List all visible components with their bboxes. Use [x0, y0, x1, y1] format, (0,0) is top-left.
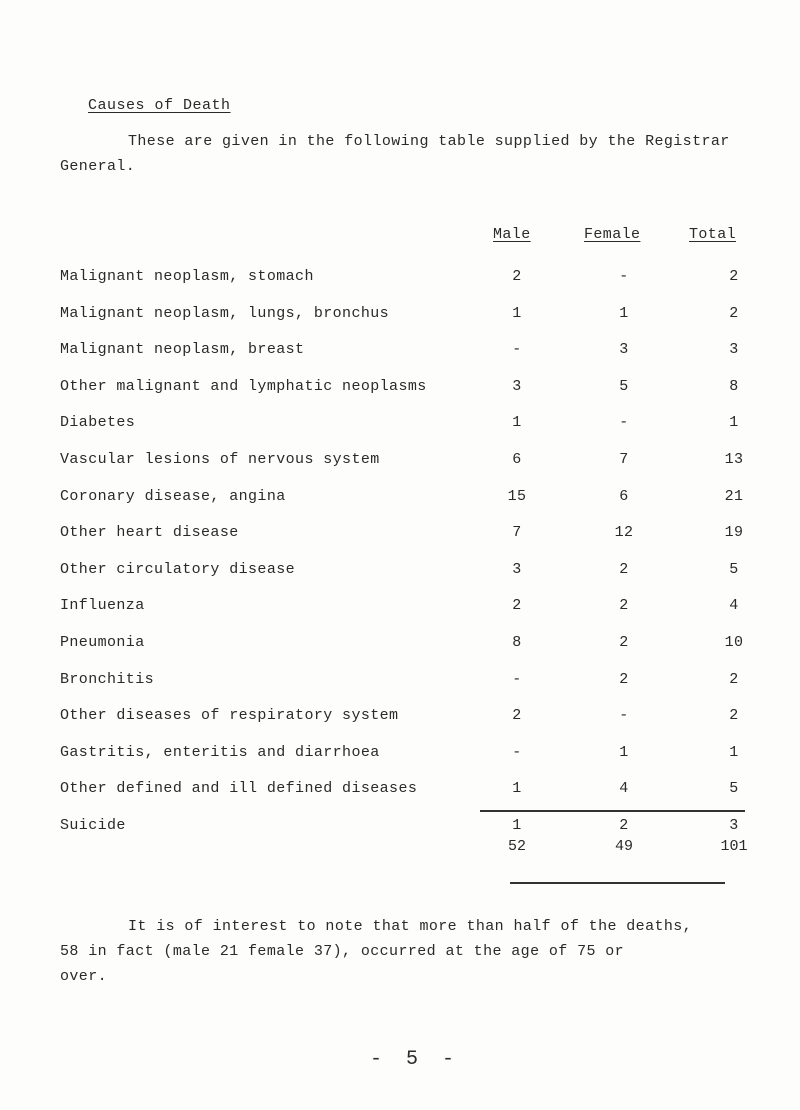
table-row [60, 707, 780, 731]
male-count: 6 [512, 451, 522, 468]
male-count: 1 [512, 817, 522, 834]
total-count: 3 [729, 817, 739, 834]
intro-line-1: These are given in the following table supplied by the Registrar [128, 133, 730, 150]
table-row [60, 268, 780, 292]
female-count: - [619, 414, 629, 431]
total-count: 2 [729, 305, 739, 322]
table-row [60, 341, 780, 365]
male-count: - [512, 744, 522, 761]
female-count: 2 [619, 671, 629, 688]
cause-label: Diabetes [60, 414, 136, 431]
total-female: 49 [614, 838, 633, 855]
total-all: 101 [720, 838, 748, 855]
female-count: 2 [619, 597, 629, 614]
total-count: 2 [729, 268, 739, 285]
intro-line-2: General. [60, 158, 136, 175]
page-title: Causes of Death [88, 97, 231, 114]
total-count: 1 [729, 414, 739, 431]
total-count: 3 [729, 341, 739, 358]
total-count: 8 [729, 378, 739, 395]
female-count: 1 [619, 744, 629, 761]
female-count: 2 [619, 561, 629, 578]
cause-label: Bronchitis [60, 671, 155, 688]
female-count: - [619, 268, 629, 285]
total-count: 13 [724, 451, 744, 468]
total-count: 2 [729, 707, 739, 724]
column-header-female: Female [584, 226, 641, 243]
total-count: 19 [724, 524, 744, 541]
cause-label: Malignant neoplasm, stomach [60, 268, 314, 285]
female-count: 1 [619, 305, 629, 322]
cause-label: Malignant neoplasm, breast [60, 341, 305, 358]
totals-bottom-rule [510, 882, 725, 884]
male-count: 8 [512, 634, 522, 651]
female-count: 2 [619, 817, 629, 834]
cause-label: Gastritis, enteritis and diarrhoea [60, 744, 380, 761]
male-count: 2 [512, 707, 522, 724]
male-count: 1 [512, 305, 522, 322]
total-count: 1 [729, 744, 739, 761]
female-count: 4 [619, 780, 629, 797]
total-count: 2 [729, 671, 739, 688]
cause-label: Influenza [60, 597, 145, 614]
cause-label: Other heart disease [60, 524, 239, 541]
male-count: - [512, 671, 522, 688]
cause-label: Other malignant and lymphatic neoplasms [60, 378, 427, 395]
cause-label: Coronary disease, angina [60, 488, 286, 505]
male-count: 7 [512, 524, 522, 541]
cause-label: Other defined and ill defined diseases [60, 780, 418, 797]
table-row [60, 597, 780, 621]
table-row [60, 561, 780, 585]
intro-paragraph [60, 129, 780, 179]
cause-label: Other diseases of respiratory system [60, 707, 399, 724]
table-row [60, 744, 780, 768]
closing-line-1: It is of interest to note that more than half of the deaths, [128, 918, 693, 935]
cause-label: Vascular lesions of nervous system [60, 451, 380, 468]
female-count: 6 [619, 488, 629, 505]
total-count: 21 [724, 488, 744, 505]
male-count: 1 [512, 414, 522, 431]
closing-line-3: over. [60, 968, 108, 985]
table-row [60, 671, 780, 695]
male-count: 2 [512, 597, 522, 614]
male-count: 3 [512, 561, 522, 578]
female-count: 12 [614, 524, 634, 541]
cause-label: Pneumonia [60, 634, 145, 651]
total-count: 10 [724, 634, 744, 651]
male-count: 1 [512, 780, 522, 797]
table-row [60, 634, 780, 658]
male-count: 15 [507, 488, 527, 505]
totals-top-rule [480, 810, 745, 812]
female-count: 5 [619, 378, 629, 395]
female-count: 3 [619, 341, 629, 358]
female-count: 2 [619, 634, 629, 651]
total-count: 5 [729, 780, 739, 797]
cause-label: Other circulatory disease [60, 561, 296, 578]
cause-label: Suicide [60, 817, 126, 834]
female-count: - [619, 707, 629, 724]
page-number: - 5 - [370, 1048, 461, 1071]
male-count: 2 [512, 268, 522, 285]
table-row [60, 378, 780, 402]
table-row [60, 780, 780, 804]
closing-paragraph [60, 914, 780, 989]
male-count: - [512, 341, 522, 358]
total-male: 52 [507, 838, 526, 855]
male-count: 3 [512, 378, 522, 395]
total-count: 4 [729, 597, 739, 614]
cause-label: Malignant neoplasm, lungs, bronchus [60, 305, 390, 322]
table-row [60, 524, 780, 548]
total-count: 5 [729, 561, 739, 578]
female-count: 7 [619, 451, 629, 468]
table-row [60, 488, 780, 512]
table-row [60, 414, 780, 438]
table-row [60, 451, 780, 475]
closing-line-2: 58 in fact (male 21 female 37), occurred at the age of 75 or [60, 943, 625, 960]
column-header-total: Total [689, 226, 737, 243]
totals-row [60, 838, 780, 862]
table-row [60, 305, 780, 329]
column-header-male: Male [493, 226, 531, 243]
